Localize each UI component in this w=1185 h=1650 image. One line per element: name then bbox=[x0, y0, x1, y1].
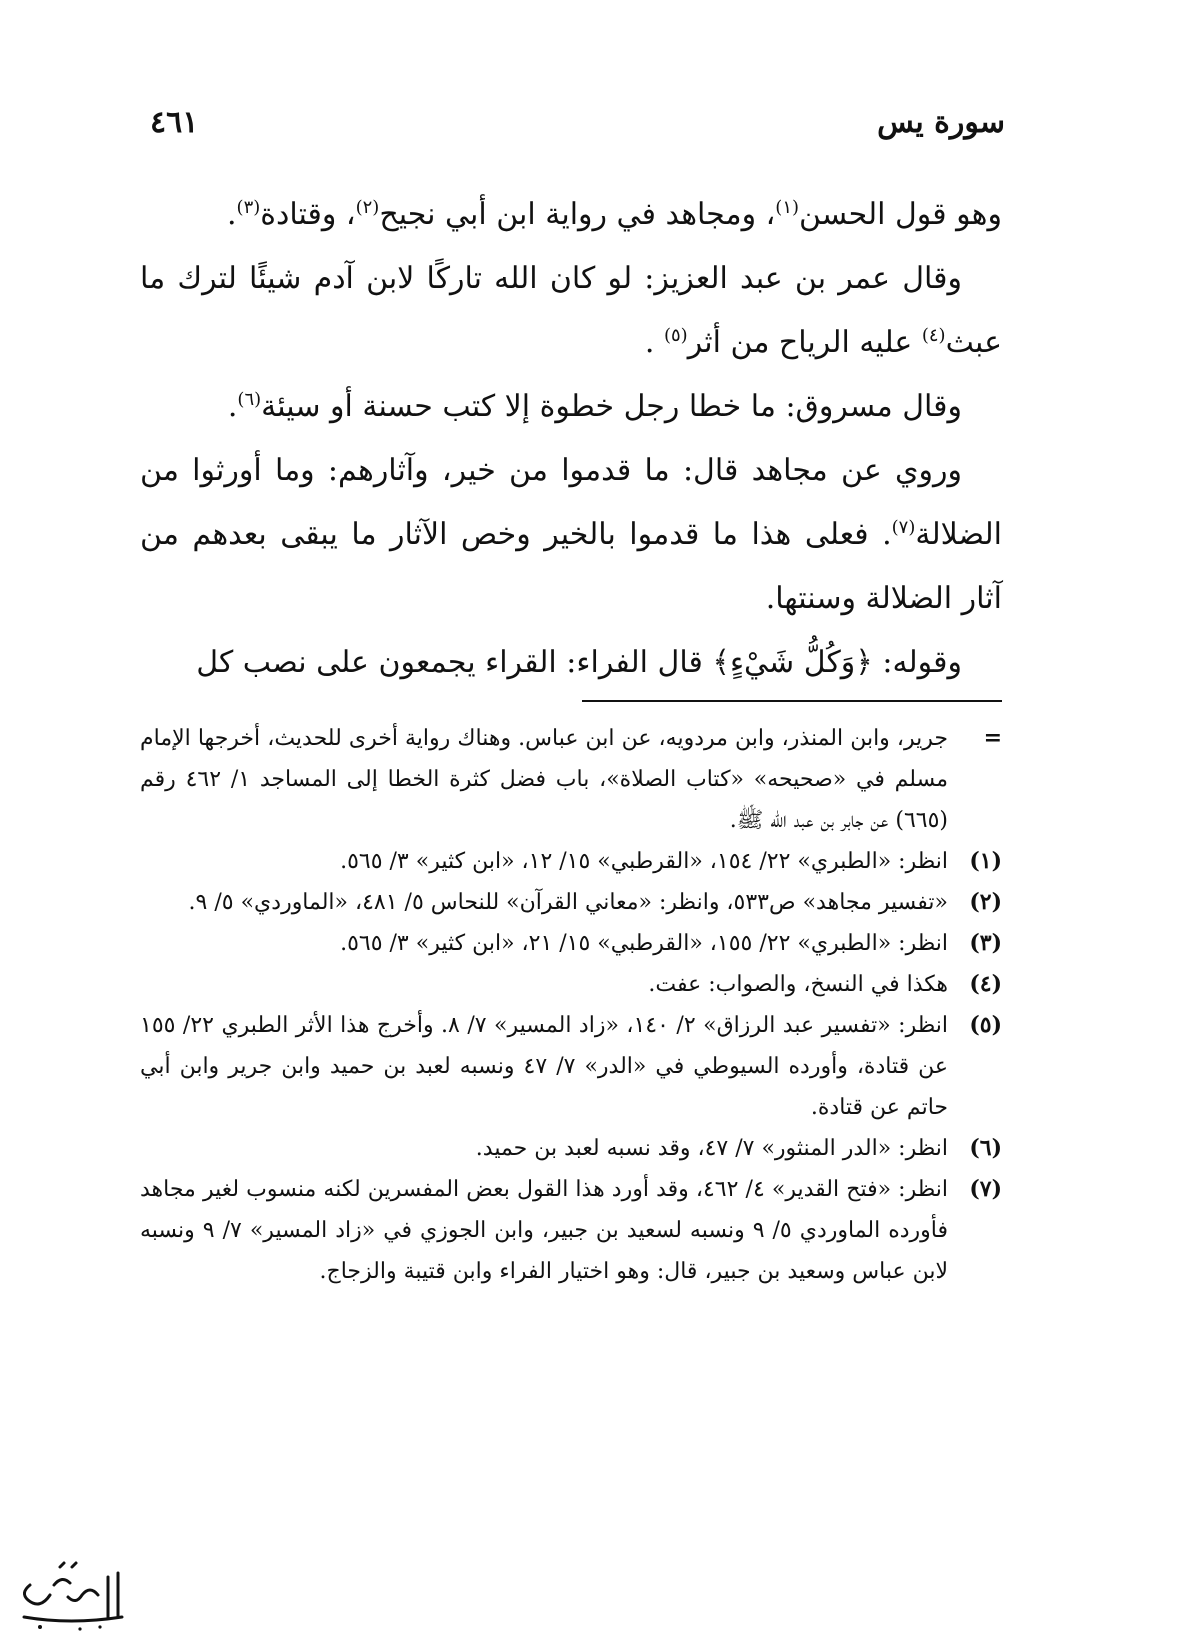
footnote-6 bbox=[140, 1128, 1002, 1169]
footnote-5 bbox=[140, 1005, 1002, 1128]
footnote-text: انظر: «الدر المنثور» ٧/ ٤٧، وقد نسبه لعبد بن حميد. bbox=[475, 1136, 948, 1161]
footnotes bbox=[140, 718, 1002, 1292]
footnote-ref: (٥) bbox=[663, 325, 688, 346]
publisher-logo bbox=[10, 1555, 130, 1640]
footnote-text: جرير، وابن المنذر، وابن مردويه، عن ابن عباس. وهناك رواية أخرى للحديث، أخرجها الإمام مسلم في «صحيحه» «كتاب الصلاة»، باب فضل كثرة الخطا إلى المساجد ١/ ٤٦٢ رقم (٦٦٥) عن جابر بن عبد الله ﷺ. bbox=[140, 726, 949, 833]
footnote-number: = bbox=[983, 725, 1002, 751]
page-number: ٤٦١ bbox=[150, 104, 199, 140]
footnote-ref: (٢) bbox=[355, 197, 380, 218]
paragraph-2: وقال عمر بن عبد العزيز: لو كان الله تاركًا لابن آدم شيئًا لترك ما عبث$^{(٤)}$ عليه الرياح من أثر$^{(٥)}$ . bbox=[140, 261, 1002, 360]
footnote-text: انظر: «الطبري» ٢٢/ ١٥٥، «القرطبي» ١٥/ ٢١، «ابن كثير» ٣/ ٥٦٥. bbox=[340, 931, 948, 956]
footnote-7 bbox=[140, 1169, 1002, 1292]
paragraph-3: وقال مسروق: ما خطا رجل خطوة إلا كتب حسنة أو سيئة$^{(٦)}$. bbox=[227, 389, 962, 424]
footnote-number: (٢) bbox=[969, 889, 1002, 915]
footnote-ref: (٧) bbox=[891, 517, 916, 538]
footnote-text: انظر: «فتح القدير» ٤/ ٤٦٢، وقد أورد هذا القول بعض المفسرين لكنه منسوب لغير مجاهد فأورده الماوردي ٥/ ٩ ونسبه لسعيد بن جبير، وابن الجوزي في «زاد المسير» ٧/ ٩ ونسبه لابن عباس وسعيد بن جبير، قال: وهو اختيار الفراء وابن قتيبة والزجاج. bbox=[140, 1177, 949, 1284]
footnote-number: (١) bbox=[969, 848, 1002, 874]
footnote-1 bbox=[140, 841, 1002, 882]
footnote-text: انظر: «تفسير عبد الرزاق» ٢/ ١٤٠، «زاد المسير» ٧/ ٨. وأخرج هذا الأثر الطبري ٢٢/ ١٥٥ عن قتادة، وأورده السيوطي في «الدر» ٧/ ٤٧ ونسبه لعبد بن حميد وابن جرير وابن أبي حاتم عن قتادة. bbox=[140, 1013, 949, 1120]
footnote-number: (٦) bbox=[969, 1135, 1002, 1161]
footnote-number: (٣) bbox=[969, 930, 1002, 956]
footnote-2 bbox=[140, 882, 1002, 923]
surah-title: سورة يس bbox=[877, 104, 1005, 140]
footnote-ref: (١) bbox=[775, 197, 800, 218]
paragraph-4: وروي عن مجاهد قال: ما قدموا من خير، وآثارهم: وما أورثوا من الضلالة$^{(٧)}$. فعلى هذا ما قدموا بالخير وخص الآثار ما يبقى بعدهم من آثار الضلالة وسنتها. bbox=[140, 453, 1002, 616]
footnote-ref: (٣) bbox=[236, 197, 261, 218]
footnote-3 bbox=[140, 923, 1002, 964]
footnote-ref: (٦) bbox=[237, 389, 262, 410]
paragraph-1: وهو قول الحسن$^{(١)}$، ومجاهد في رواية ابن أبي نجيح$^{(٢)}$، وقتادة$^{(٣)}$. bbox=[226, 197, 1002, 232]
footnote-number: (٥) bbox=[969, 1012, 1002, 1038]
footnote-4 bbox=[140, 964, 1002, 1005]
footnote-text: «تفسير مجاهد» ص٥٣٣، وانظر: «معاني القرآن» للنحاس ٥/ ٤٨١، «الماوردي» ٥/ ٩. bbox=[188, 890, 948, 915]
paragraph-5: وقوله: ﴿وَكُلُّ شَيْءٍ﴾ قال الفراء: القراء يجمعون على نصب كل bbox=[196, 645, 962, 680]
footnote-continued bbox=[140, 718, 1002, 841]
footnote-divider bbox=[582, 700, 1002, 702]
footnote-text: هكذا في النسخ، والصواب: عفت. bbox=[648, 972, 948, 997]
footnote-text: انظر: «الطبري» ٢٢/ ١٥٤، «القرطبي» ١٥/ ١٢، «ابن كثير» ٣/ ٥٦٥. bbox=[340, 849, 948, 874]
footnote-number: (٧) bbox=[969, 1176, 1002, 1202]
footnote-number: (٤) bbox=[969, 971, 1002, 997]
footnote-ref: (٤) bbox=[921, 325, 946, 346]
main-text bbox=[140, 183, 1002, 695]
page-header bbox=[150, 100, 1005, 144]
